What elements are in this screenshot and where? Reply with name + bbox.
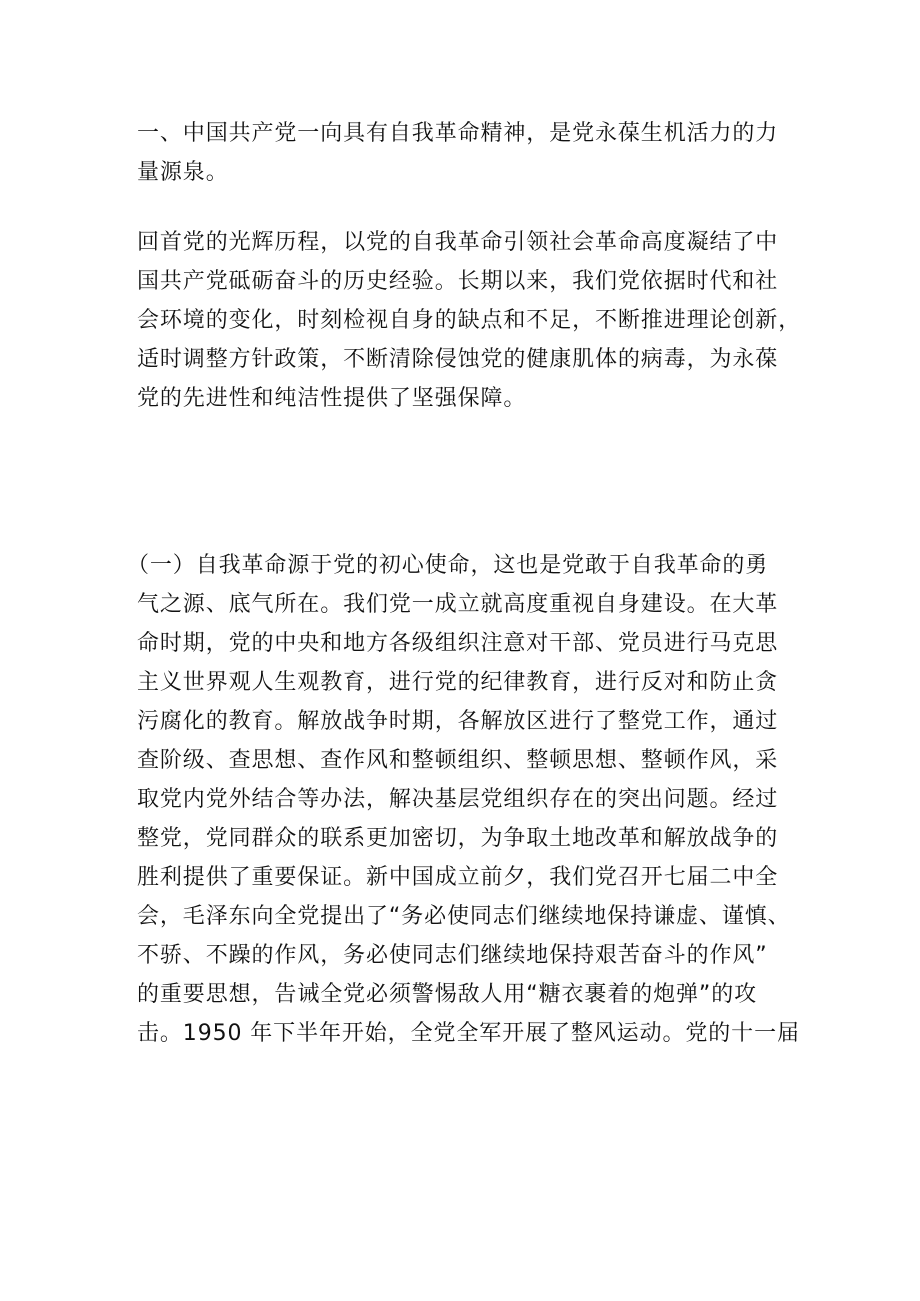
paragraph-line: 会，毛泽东向全党提出了“务必使同志们继续地保持谦虚、谨慎、 <box>137 904 791 929</box>
heading-line: 量源泉。 <box>137 160 229 185</box>
paragraph-line: 胜利提供了重要保证。新中国成立前夕，我们党召开七届二中全 <box>137 865 779 890</box>
paragraph-line: 取党内党外结合等办法，解决基层党组织存在的突出问题。经过 <box>137 787 779 812</box>
paragraph-line: 适时调整方针政策，不断清除侵蚀党的健康肌体的病毒，为永葆 <box>137 347 779 372</box>
paragraph-history <box>137 223 805 418</box>
paragraph-line: 气之源、底气所在。我们党一成立就高度重视自身建设。在大革 <box>137 592 779 617</box>
paragraph-line: 查阶级、查思想、查作风和整顿组织、整顿思想、整顿作风，采 <box>137 748 779 773</box>
paragraph-line: （一）自我革命源于党的初心使命，这也是党敢于自我革命的勇 <box>127 553 769 578</box>
paragraph-line: 的重要思想，告诫全党必须警惕敌人用“糖衣裹着的炮弹”的攻 <box>137 982 757 1007</box>
paragraph-line: 党的先进性和纯洁性提供了坚强保障。 <box>137 386 527 411</box>
heading-line: 一、中国共产党一向具有自我革命精神，是党永葆生机活力的力 <box>137 121 779 146</box>
section-heading <box>137 114 805 192</box>
paragraph-line: 不骄、不躁的作风，务必使同志们继续地保持艰苦奋斗的作风” <box>137 943 768 968</box>
paragraph-line: 命时期，党的中央和地方各级组织注意对干部、党员进行马克思 <box>137 631 779 656</box>
paragraph-line: 会环境的变化，时刻检视自身的缺点和不足，不断推进理论创新， <box>137 308 802 333</box>
paragraph-line: 击。1950 年下半年开始，全党全军开展了整风运动。党的十一届 <box>137 1021 800 1046</box>
paragraph-line: 回首党的光辉历程，以党的自我革命引领社会革命高度凝结了中 <box>137 230 779 255</box>
paragraph-line: 整党，党同群众的联系更加密切，为争取土地改革和解放战争的 <box>137 826 779 851</box>
paragraph-line: 国共产党砥砺奋斗的历史经验。长期以来，我们党依据时代和社 <box>137 269 779 294</box>
paragraph-subsection-one <box>127 546 805 1053</box>
paragraph-line: 污腐化的教育。解放战争时期，各解放区进行了整党工作，通过 <box>137 709 779 734</box>
paragraph-line: 主义世界观人生观教育，进行党的纪律教育，进行反对和防止贪 <box>137 670 779 695</box>
